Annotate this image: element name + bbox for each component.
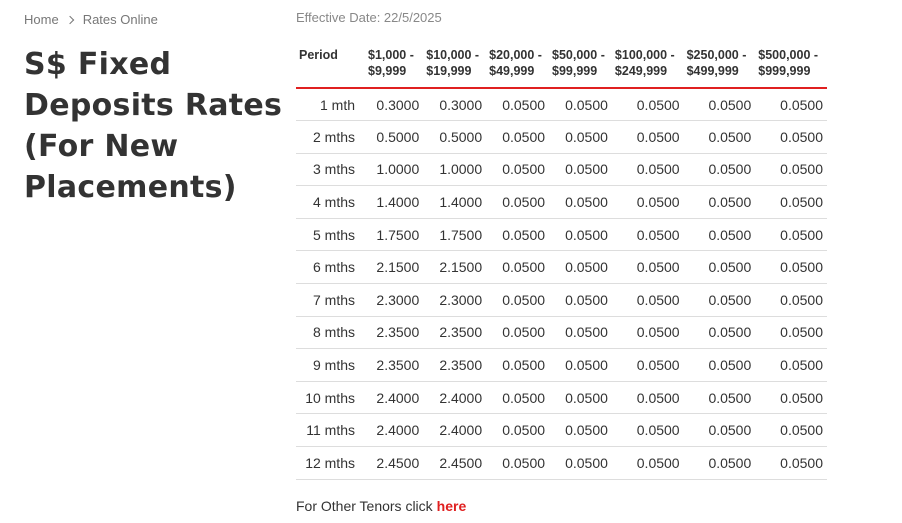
- rate-cell: 0.0500: [549, 121, 612, 154]
- rate-cell: 0.0500: [549, 284, 612, 317]
- rate-cell: 0.0500: [684, 218, 756, 251]
- column-header: $500,000 - $999,999: [755, 45, 827, 88]
- rate-cell: 0.0500: [755, 381, 827, 414]
- rate-cell: 1.0000: [423, 153, 486, 186]
- table-row: [296, 218, 827, 251]
- rate-cell: 1.4000: [423, 186, 486, 219]
- rate-cell: 2.4500: [365, 447, 423, 480]
- rate-cell: 1.4000: [365, 186, 423, 219]
- other-tenors-link[interactable]: here: [436, 498, 467, 514]
- rate-cell: 0.0500: [684, 186, 756, 219]
- period-cell: 1 mth: [296, 88, 365, 121]
- table-row: [296, 447, 827, 480]
- rate-cell: 0.0500: [549, 349, 612, 382]
- rate-cell: 0.0500: [684, 414, 756, 447]
- table-row: [296, 414, 827, 447]
- rate-cell: 0.5000: [423, 121, 486, 154]
- rate-cell: 0.0500: [612, 349, 684, 382]
- table-row: [296, 316, 827, 349]
- column-header: $250,000 - $499,999: [684, 45, 756, 88]
- rate-cell: 0.0500: [486, 121, 549, 154]
- rate-cell: 0.0500: [755, 447, 827, 480]
- rate-cell: 0.0500: [755, 284, 827, 317]
- column-header: Period: [296, 45, 365, 88]
- rate-cell: 0.0500: [549, 251, 612, 284]
- period-cell: 9 mths: [296, 349, 365, 382]
- rate-cell: 0.0500: [486, 88, 549, 121]
- table-row: [296, 153, 827, 186]
- column-header: $10,000 - $19,999: [423, 45, 486, 88]
- rate-cell: 0.0500: [755, 349, 827, 382]
- rate-cell: 2.1500: [423, 251, 486, 284]
- rate-cell: 2.4000: [423, 414, 486, 447]
- rate-cell: 0.0500: [755, 251, 827, 284]
- table-row: [296, 186, 827, 219]
- rate-cell: 0.0500: [684, 381, 756, 414]
- other-tenors-note: [296, 498, 466, 514]
- rate-cell: 2.4000: [423, 381, 486, 414]
- rate-cell: 0.0500: [612, 316, 684, 349]
- period-cell: 7 mths: [296, 284, 365, 317]
- rate-cell: 0.0500: [612, 251, 684, 284]
- rate-cell: 1.7500: [423, 218, 486, 251]
- rate-cell: 0.0500: [486, 381, 549, 414]
- rate-cell: 0.0500: [549, 381, 612, 414]
- rate-cell: 0.3000: [423, 88, 486, 121]
- rate-cell: 0.0500: [486, 251, 549, 284]
- rate-cell: 0.0500: [486, 414, 549, 447]
- period-cell: 4 mths: [296, 186, 365, 219]
- period-cell: 12 mths: [296, 447, 365, 480]
- rate-cell: 0.0500: [486, 284, 549, 317]
- column-header: $1,000 - $9,999: [365, 45, 423, 88]
- table-row: [296, 349, 827, 382]
- rate-cell: 0.5000: [365, 121, 423, 154]
- rate-cell: 0.0500: [549, 218, 612, 251]
- rate-cell: 0.0500: [755, 316, 827, 349]
- rate-cell: 2.3500: [365, 349, 423, 382]
- rate-cell: 0.0500: [612, 153, 684, 186]
- column-header: $50,000 - $99,999: [549, 45, 612, 88]
- breadcrumb: [24, 12, 158, 27]
- other-tenors-text: For Other Tenors click: [296, 498, 433, 514]
- rate-cell: 2.3500: [365, 316, 423, 349]
- period-cell: 11 mths: [296, 414, 365, 447]
- rate-cell: 0.0500: [684, 447, 756, 480]
- rate-cell: 0.0500: [755, 414, 827, 447]
- rate-cell: 0.0500: [684, 88, 756, 121]
- rate-cell: 2.1500: [365, 251, 423, 284]
- rate-cell: 0.0500: [486, 218, 549, 251]
- table-row: [296, 121, 827, 154]
- table-row: [296, 284, 827, 317]
- table-row: [296, 88, 827, 121]
- period-cell: 6 mths: [296, 251, 365, 284]
- column-header: $20,000 - $49,999: [486, 45, 549, 88]
- table-header-row: [296, 45, 827, 88]
- rate-cell: 0.0500: [549, 414, 612, 447]
- breadcrumb-home-link[interactable]: Home: [24, 12, 59, 27]
- rate-cell: 0.0500: [612, 381, 684, 414]
- rate-cell: 2.3500: [423, 349, 486, 382]
- rate-cell: 0.0500: [549, 153, 612, 186]
- period-cell: 8 mths: [296, 316, 365, 349]
- rates-table: [296, 45, 827, 480]
- rate-cell: 0.0500: [549, 316, 612, 349]
- rate-cell: 0.0500: [755, 186, 827, 219]
- rate-cell: 0.0500: [549, 186, 612, 219]
- rate-cell: 2.4000: [365, 414, 423, 447]
- rate-cell: 0.0500: [549, 447, 612, 480]
- rate-cell: 0.0500: [486, 186, 549, 219]
- rate-cell: 0.0500: [549, 88, 612, 121]
- rate-cell: 0.0500: [684, 121, 756, 154]
- rate-cell: 2.3000: [423, 284, 486, 317]
- rate-cell: 0.0500: [486, 447, 549, 480]
- rate-cell: 2.3500: [423, 316, 486, 349]
- rate-cell: 0.0500: [684, 284, 756, 317]
- period-cell: 10 mths: [296, 381, 365, 414]
- rate-cell: 0.0500: [612, 414, 684, 447]
- rate-cell: 0.0500: [755, 88, 827, 121]
- period-cell: 2 mths: [296, 121, 365, 154]
- rate-cell: 0.0500: [755, 153, 827, 186]
- column-header: $100,000 - $249,999: [612, 45, 684, 88]
- chevron-right-icon: [65, 15, 73, 23]
- rate-cell: 0.0500: [612, 447, 684, 480]
- rate-cell: 0.0500: [486, 316, 549, 349]
- rate-cell: 1.7500: [365, 218, 423, 251]
- rate-cell: 0.0500: [612, 121, 684, 154]
- rate-cell: 0.0500: [612, 284, 684, 317]
- rate-cell: 0.0500: [612, 186, 684, 219]
- rate-cell: 0.0500: [684, 349, 756, 382]
- rate-cell: 2.4000: [365, 381, 423, 414]
- rate-cell: 2.4500: [423, 447, 486, 480]
- effective-date: Effective Date: 22/5/2025: [296, 10, 442, 25]
- rate-cell: 2.3000: [365, 284, 423, 317]
- rate-cell: 0.0500: [612, 218, 684, 251]
- period-cell: 5 mths: [296, 218, 365, 251]
- rate-cell: 0.0500: [684, 316, 756, 349]
- rate-cell: 0.0500: [684, 153, 756, 186]
- rate-cell: 0.0500: [486, 349, 549, 382]
- rate-cell: 0.0500: [755, 121, 827, 154]
- rate-cell: 0.0500: [612, 88, 684, 121]
- rate-cell: 0.0500: [684, 251, 756, 284]
- breadcrumb-current: Rates Online: [82, 12, 158, 27]
- rate-cell: 0.0500: [755, 218, 827, 251]
- table-row: [296, 251, 827, 284]
- rate-cell: 1.0000: [365, 153, 423, 186]
- rate-cell: 0.3000: [365, 88, 423, 121]
- table-row: [296, 381, 827, 414]
- page-title: S$ Fixed Deposits Rates (For New Placements): [24, 47, 283, 205]
- rate-cell: 0.0500: [486, 153, 549, 186]
- period-cell: 3 mths: [296, 153, 365, 186]
